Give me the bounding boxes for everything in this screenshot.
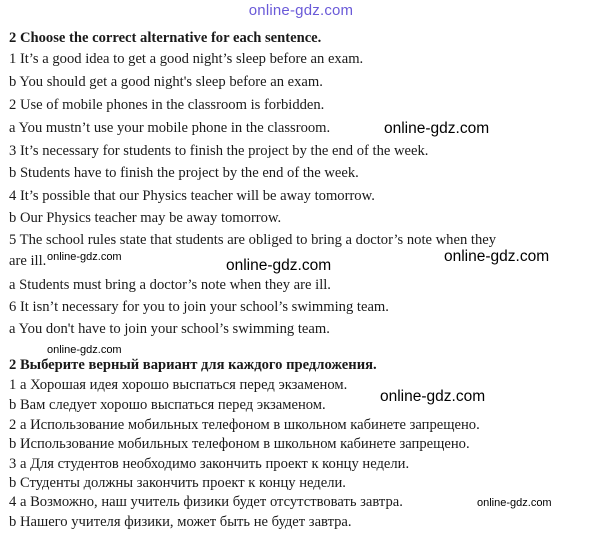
russian-heading: 2 Выберите верный вариант для каждого предложения.	[9, 357, 377, 373]
russian-line: 1 а Хорошая идея хорошо выспаться перед экзаменом.	[9, 377, 348, 393]
english-line: a You don't have to join your school’s swimming team.	[9, 321, 330, 337]
russian-line: b Использование мобильных телефоном в школьном кабинете запрещено.	[9, 436, 470, 452]
english-line: 5 The school rules state that students are obliged to bring a doctor’s note when they	[9, 232, 497, 248]
russian-line: b Нашего учителя физики, может быть не будет завтра.	[9, 514, 352, 530]
watermark: online-gdz.com	[444, 248, 550, 265]
english-heading: 2 Choose the correct alternative for each sentence.	[9, 30, 322, 46]
russian-line: b Студенты должны закончить проект к концу недели.	[9, 475, 346, 491]
watermark: online-gdz.com	[226, 257, 332, 274]
english-line: a You mustn’t use your mobile phone in the classroom.	[9, 120, 331, 136]
english-line: 4 It’s possible that our Physics teacher will be away tomorrow.	[9, 188, 375, 204]
english-line: are ill.	[9, 253, 47, 269]
russian-line: b Вам следует хорошо выспаться перед экзаменом.	[9, 397, 326, 413]
english-line: b Students have to finish the project by the end of the week.	[9, 165, 359, 181]
english-line: 2 Use of mobile phones in the classroom is forbidden.	[9, 97, 325, 113]
english-line: a Students must bring a doctor’s note when they are ill.	[9, 277, 331, 293]
english-line: 3 It’s necessary for students to finish the project by the end of the week.	[9, 143, 429, 159]
watermark: online-gdz.com	[380, 388, 486, 405]
english-line: b Our Physics teacher may be away tomorrow.	[9, 210, 282, 226]
russian-line: 2 а Использование мобильных телефоном в школьном кабинете запрещено.	[9, 417, 480, 433]
watermark: online-gdz.com	[477, 497, 552, 509]
watermark: online-gdz.com	[384, 120, 490, 137]
english-line: 1 It’s a good idea to get a good night’s sleep before an exam.	[9, 51, 364, 67]
english-line: 6 It isn’t necessary for you to join your school’s swimming team.	[9, 299, 389, 315]
russian-line: 3 а Для студентов необходимо закончить проект к концу недели.	[9, 456, 410, 472]
site-header: online-gdz.com	[248, 2, 354, 19]
watermark: online-gdz.com	[47, 344, 122, 356]
english-line: b You should get a good night's sleep before an exam.	[9, 74, 323, 90]
russian-line: 4 а Возможно, наш учитель физики будет отсутствовать завтра.	[9, 494, 403, 510]
watermark: online-gdz.com	[47, 251, 122, 263]
